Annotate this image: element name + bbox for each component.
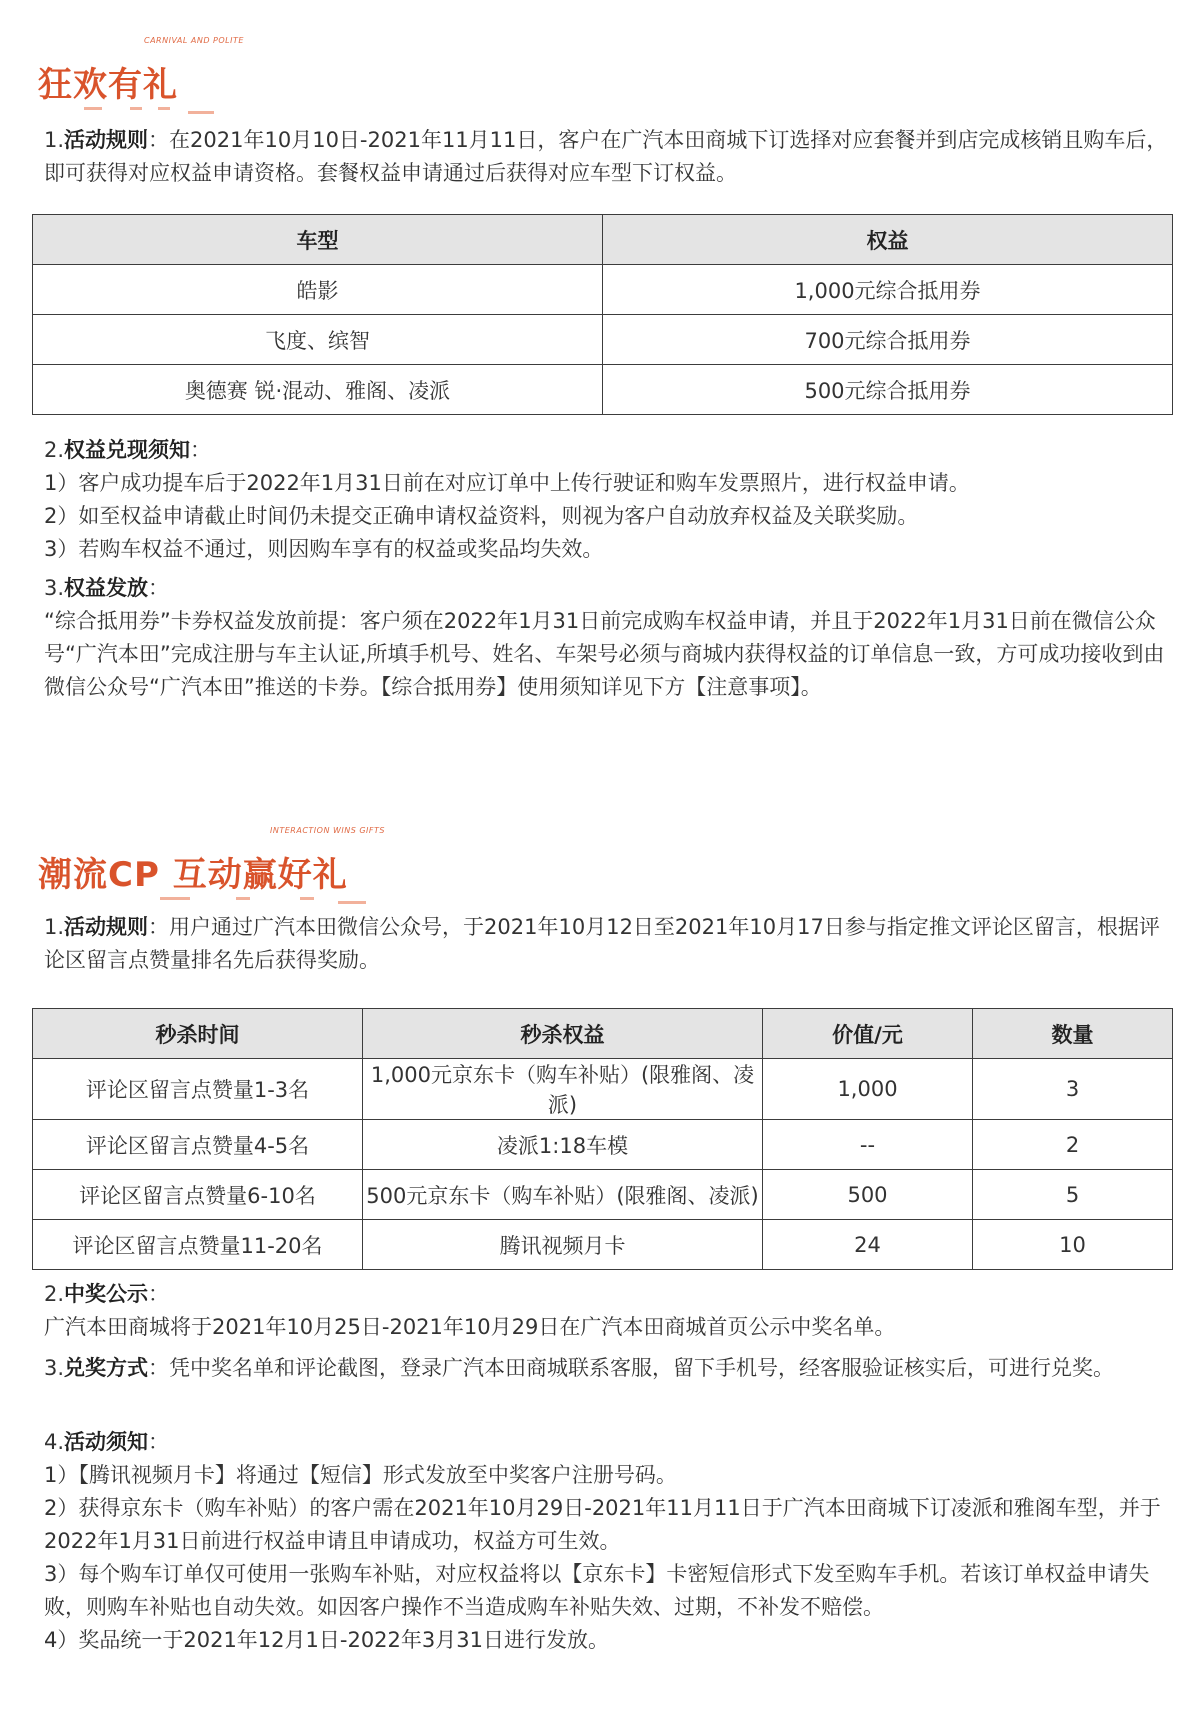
- section1-redeem-label: 权益兑现须知: [64, 438, 191, 462]
- table-row: [33, 1170, 1173, 1220]
- table-row: [33, 1220, 1173, 1270]
- table-row: [33, 265, 1173, 315]
- table-row: [33, 1120, 1173, 1170]
- table-cell: 500元京东卡（购车补贴）(限雅阁、凌派): [363, 1170, 763, 1220]
- table-cell: 评论区留言点赞量6-10名: [33, 1170, 363, 1220]
- section1-redeem: 2.权益兑现须知： 1）客户成功提车后于2022年1月31日前在对应订单中上传行驶证和购车发票照片，进行权益申请。 2）如至权益申请截止时间仍未提交正确申请权益资料，则视为客户自动放弃权益及关联奖励。 3）若购车权益不通过，则因购车享有的权益或奖品均失效。: [44, 434, 1174, 566]
- decorative-dash: [130, 107, 142, 110]
- section1-benefits-table: [32, 214, 1173, 415]
- section2-rules: 1.活动规则：用户通过广汽本田微信公众号，于2021年10月12日至2021年10月17日参与指定推文评论区留言，根据评论区留言点赞量排名先后获得奖励。: [44, 915, 1160, 972]
- section2-heading: [38, 820, 398, 900]
- section2-title: 潮流CP 互动赢好礼: [38, 855, 348, 895]
- section2-announce: 2.中奖公示： 广汽本田商城将于2021年10月25日-2021年10月29日在广汽本田商城首页公示中奖名单。: [44, 1278, 1174, 1344]
- table-row: [33, 1059, 1173, 1120]
- list-item: 2）如至权益申请截止时间仍未提交正确申请权益资料，则视为客户自动放弃权益及关联奖励。: [44, 504, 919, 528]
- decorative-dash: [188, 111, 214, 114]
- column-header: 权益: [603, 215, 1173, 265]
- section2-announce-label: 中奖公示: [64, 1282, 149, 1306]
- section2-subtitle: INTERACTION WINS GIFTS: [270, 826, 385, 835]
- column-header: 价值/元: [763, 1009, 973, 1059]
- list-item: 2）获得京东卡（购车补贴）的客户需在2021年10月29日-2021年11月11日于广汽本田商城下订凌派和雅阁车型，并于2022年1月31日前进行权益申请且申请成功，权益方可生效。: [44, 1496, 1161, 1553]
- decorative-dash: [236, 897, 250, 900]
- list-item: 1）【腾讯视频月卡】将通过【短信】形式发放至中奖客户注册号码。: [44, 1463, 677, 1487]
- table-cell: 2: [973, 1120, 1173, 1170]
- section1-rules: 1.活动规则：在2021年10月10日-2021年11月11日，客户在广汽本田商城下订选择对应套餐并到店完成核销且购车后，即可获得对应权益申请资格。套餐权益申请通过后获得对应车型下订权益。: [44, 128, 1168, 185]
- table-cell: 1,000: [763, 1059, 973, 1120]
- table-cell: 5: [973, 1170, 1173, 1220]
- section1-issue-text: “综合抵用券”卡券权益发放前提：客户须在2022年1月31日前完成购车权益申请，并且于2022年1月31日前在微信公众号“广汽本田”完成注册与车主认证,所填手机号、姓名、车架号必须与商城内获得权益的订单信息一致，方可成功接收到由微信公众号“广汽本田”推送的卡券。【综合抵用券】使用须知详见下方【注意事项】。: [44, 609, 1165, 699]
- list-item: 4）奖品统一于2021年12月1日-2022年3月31日进行发放。: [44, 1628, 609, 1652]
- section2-redeem-label: 兑奖方式: [64, 1356, 149, 1380]
- section2-notice-label: 活动须知: [64, 1430, 149, 1454]
- table-cell: 24: [763, 1220, 973, 1270]
- decorative-dash: [338, 901, 366, 904]
- table-cell: 皓影: [33, 265, 603, 315]
- section2-redeem: 3.兑奖方式：凭中奖名单和评论截图，登录广汽本田商城联系客服，留下手机号，经客服验证核实后，可进行兑奖。: [44, 1356, 1115, 1380]
- section2-prize-table: [32, 1008, 1173, 1270]
- section2-notice: 4.活动须知： 1）【腾讯视频月卡】将通过【短信】形式发放至中奖客户注册号码。 2）获得京东卡（购车补贴）的客户需在2021年10月29日-2021年11月11日于广汽本田商城下订凌派和雅阁车型，并于2022年1月31日前进行权益申请且申请成功，权益方可生效。 3）每个购车订单仅可使用一张购车补贴，对应权益将以【京东卡】卡密短信形式下发至购车手机。若该订单权益申请失败，则购车补贴也自动失效。如因客户操作不当造成购车补贴失效、过期，不补发不赔偿。 4）奖品统一于2021年12月1日-2022年3月31日进行发放。: [44, 1426, 1174, 1657]
- section2-rules-text: ：用户通过广汽本田微信公众号，于2021年10月12日至2021年10月17日参与指定推文评论区留言，根据评论区留言点赞量排名先后获得奖励。: [44, 915, 1160, 972]
- table-header-row: [33, 1009, 1173, 1059]
- section2-redeem-text: ：凭中奖名单和评论截图，登录广汽本田商城联系客服，留下手机号，经客服验证核实后，可进行兑奖。: [148, 1356, 1115, 1380]
- table-cell: 1,000元综合抵用券: [603, 265, 1173, 315]
- table-cell: 腾讯视频月卡: [363, 1220, 763, 1270]
- section2-rules-label: 活动规则: [64, 915, 149, 939]
- column-header: 秒杀时间: [33, 1009, 363, 1059]
- table-cell: 凌派1:18车模: [363, 1120, 763, 1170]
- section1-issue-label: 权益发放: [64, 576, 149, 600]
- table-cell: 评论区留言点赞量1-3名: [33, 1059, 363, 1120]
- list-item: 1）客户成功提车后于2022年1月31日前在对应订单中上传行驶证和购车发票照片，进行权益申请。: [44, 471, 970, 495]
- table-cell: 3: [973, 1059, 1173, 1120]
- table-header-row: [33, 215, 1173, 265]
- table-cell: 500: [763, 1170, 973, 1220]
- decorative-dash: [160, 897, 190, 900]
- section1-rules-text: ：在2021年10月10日-2021年11月11日，客户在广汽本田商城下订选择对应套餐并到店完成核销且购车后，即可获得对应权益申请资格。套餐权益申请通过后获得对应车型下订权益。: [44, 128, 1168, 185]
- list-item: 3）若购车权益不通过，则因购车享有的权益或奖品均失效。: [44, 537, 604, 561]
- decorative-dash: [84, 107, 102, 110]
- section1-rules-label: 活动规则: [64, 128, 149, 152]
- table-cell: 评论区留言点赞量11-20名: [33, 1220, 363, 1270]
- section1-title: 狂欢有礼: [38, 65, 178, 105]
- table-cell: 飞度、缤智: [33, 315, 603, 365]
- table-row: [33, 315, 1173, 365]
- column-header: 车型: [33, 215, 603, 265]
- table-cell: 10: [973, 1220, 1173, 1270]
- table-cell: 500元综合抵用券: [603, 365, 1173, 415]
- list-item: 3）每个购车订单仅可使用一张购车补贴，对应权益将以【京东卡】卡密短信形式下发至购车手机。若该订单权益申请失败，则购车补贴也自动失效。如因客户操作不当造成购车补贴失效、过期，不补发不赔偿。: [44, 1562, 1150, 1619]
- table-cell: 1,000元京东卡（购车补贴）(限雅阁、凌派): [363, 1059, 763, 1120]
- decorative-dash: [300, 897, 314, 900]
- section2-announce-text: 广汽本田商城将于2021年10月25日-2021年10月29日在广汽本田商城首页公示中奖名单。: [44, 1315, 896, 1339]
- section1-issue: 3.权益发放： “综合抵用券”卡券权益发放前提：客户须在2022年1月31日前完成购车权益申请，并且于2022年1月31日前在微信公众号“广汽本田”完成注册与车主认证,所填手机号、姓名、车架号必须与商城内获得权益的订单信息一致，方可成功接收到由微信公众号“广汽本田”推送的卡券。【综合抵用券】使用须知详见下方【注意事项】。: [44, 572, 1174, 704]
- table-row: [33, 365, 1173, 415]
- table-cell: 评论区留言点赞量4-5名: [33, 1120, 363, 1170]
- table-cell: 奥德赛 锐·混动、雅阁、凌派: [33, 365, 603, 415]
- section1-heading: [38, 30, 398, 110]
- table-cell: --: [763, 1120, 973, 1170]
- column-header: 秒杀权益: [363, 1009, 763, 1059]
- section1-subtitle: CARNIVAL AND POLITE: [144, 36, 244, 45]
- decorative-dash: [158, 107, 170, 110]
- column-header: 数量: [973, 1009, 1173, 1059]
- table-cell: 700元综合抵用券: [603, 315, 1173, 365]
